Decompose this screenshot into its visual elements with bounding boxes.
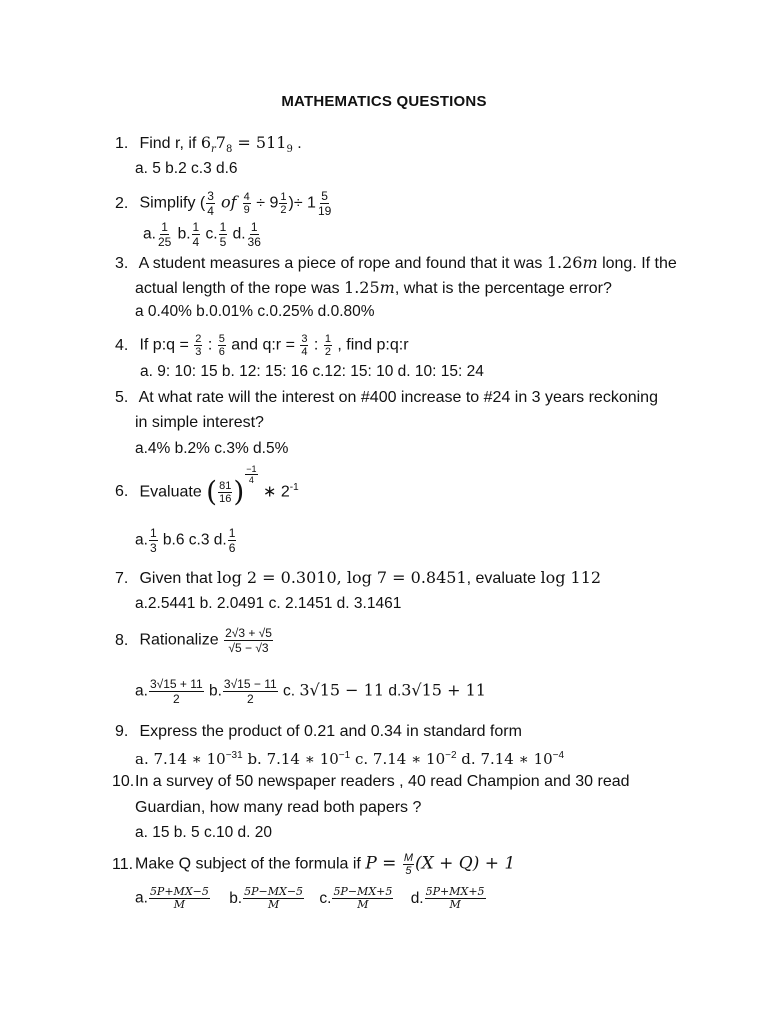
- denominator: 4: [192, 235, 200, 249]
- fraction: [228, 526, 237, 555]
- option-label: b.: [229, 889, 243, 907]
- question-5-options: a.4% b.2% c.3% d.5%: [135, 440, 289, 457]
- option-label: d.: [410, 889, 424, 907]
- question-text: Find r, if: [139, 135, 201, 152]
- fraction: [279, 191, 287, 216]
- question-number: 5.: [115, 389, 129, 406]
- numerator: 1: [280, 191, 287, 203]
- math: log 2 = 0.3010, log 7 = 0.8451: [216, 568, 467, 587]
- question-text: Express the product of 0.21 and 0.34 in standard form: [139, 723, 522, 740]
- exponent: [244, 464, 258, 485]
- question-7: [115, 568, 601, 589]
- question-text: actual length of the rope was: [135, 280, 345, 297]
- denominator: 19: [317, 204, 332, 218]
- math: )÷ 1: [288, 194, 316, 212]
- question-text: Rationalize: [139, 631, 224, 649]
- question-5: [115, 388, 658, 408]
- option-label: a.: [135, 889, 148, 907]
- fraction: [403, 852, 414, 877]
- denominator: M: [267, 898, 280, 911]
- question-4-options: a. 9: 10: 15 b. 12: 15: 16 c.12: 15: 10 d. 10: 15: 24: [140, 363, 484, 380]
- question-11-options: [135, 886, 487, 911]
- numerator: 5P−MX−5: [244, 885, 304, 898]
- option-label: c.: [278, 682, 300, 700]
- question-text: , what is the percentage error?: [394, 280, 612, 297]
- option-label: c.: [319, 889, 332, 907]
- math: -1: [289, 482, 299, 493]
- math: −2: [445, 750, 457, 761]
- denominator: 5: [405, 865, 412, 877]
- question-9-options: [135, 746, 564, 770]
- math: :: [309, 336, 323, 354]
- math: :: [203, 336, 217, 354]
- math: .: [292, 135, 302, 152]
- question-text: Simplify (: [139, 194, 206, 212]
- fraction: [218, 333, 226, 358]
- question-2-options: [143, 220, 263, 249]
- fraction: [425, 886, 486, 911]
- denominator: 2: [246, 692, 254, 706]
- question-text: , evaluate: [466, 570, 541, 587]
- option-label: d.: [228, 225, 246, 243]
- denominator: 4: [301, 346, 308, 358]
- math: 6: [200, 133, 211, 152]
- numerator: 4: [243, 191, 250, 203]
- question-1: [115, 133, 302, 160]
- question-number: 6.: [115, 483, 129, 501]
- question-2: [115, 189, 333, 218]
- option-label: b.6 c.3 d.: [158, 531, 227, 549]
- numerator: 3√15 − 11: [223, 677, 277, 691]
- numerator: 5P+MX−5: [149, 885, 209, 898]
- denominator: 9: [243, 204, 250, 216]
- denominator: M: [357, 898, 369, 911]
- question-number: 3.: [115, 255, 129, 272]
- numerator: 3√15 + 11: [149, 677, 203, 691]
- numerator: 3: [207, 189, 214, 203]
- fraction: [149, 886, 210, 911]
- denominator: 2: [172, 692, 180, 706]
- numerator: 1: [161, 220, 168, 234]
- question-text: Evaluate: [139, 483, 207, 501]
- math: b. 7.14 ∗ 10: [242, 750, 339, 768]
- question-text: A student measures a piece of rope and found that it was: [138, 255, 547, 272]
- fraction: [149, 526, 158, 555]
- fraction: [243, 191, 251, 216]
- math: m: [379, 278, 395, 297]
- denominator: 3: [149, 541, 157, 555]
- option-label: c.: [201, 225, 218, 243]
- question-number: 1.: [115, 135, 129, 152]
- fraction: [149, 677, 204, 706]
- numerator: M: [403, 852, 413, 864]
- fraction: [317, 189, 332, 218]
- option-label: a.: [135, 682, 148, 700]
- fraction: [224, 626, 273, 655]
- numerator: 1: [149, 526, 157, 540]
- fraction: [219, 220, 228, 249]
- question-7-options: a.2.5441 b. 2.0491 c. 2.1451 d. 3.1461: [135, 595, 402, 612]
- question-text: and q:r =: [226, 336, 300, 354]
- math: of: [215, 192, 242, 212]
- question-6-options: [135, 526, 237, 555]
- question-number: 7.: [115, 570, 129, 587]
- math: (X + Q) + 1: [415, 853, 516, 874]
- fraction: [245, 464, 257, 485]
- math: 3√15 − 11: [299, 680, 385, 700]
- question-number: 11.: [112, 855, 134, 873]
- numerator: 5: [321, 189, 328, 203]
- question-10-options: a. 15 b. 5 c.10 d. 20: [135, 824, 273, 841]
- math: d. 7.14 ∗ 10: [456, 750, 553, 768]
- question-8: [115, 626, 274, 655]
- question-text: If p:q =: [139, 336, 194, 354]
- denominator: 6: [228, 541, 236, 555]
- question-text: , find p:q:r: [332, 336, 409, 354]
- question-9: [115, 722, 522, 742]
- math: = 511: [232, 133, 287, 152]
- fraction: [300, 333, 308, 358]
- denominator: 5: [219, 235, 227, 249]
- question-number: 4.: [115, 336, 129, 354]
- denominator: 25: [157, 235, 172, 249]
- question-5-line-2: in simple interest?: [135, 414, 264, 431]
- question-3-line-2: [135, 278, 612, 299]
- question-6: [115, 463, 299, 509]
- option-label: b.: [204, 682, 222, 700]
- denominator: 2: [280, 204, 287, 216]
- question-10: [112, 772, 630, 792]
- denominator: 16: [219, 492, 232, 505]
- math: 9: [286, 144, 293, 156]
- math: P =: [365, 853, 402, 874]
- numerator: 1: [324, 333, 331, 345]
- denominator: 36: [247, 235, 261, 249]
- numerator: 5P+MX+5: [425, 885, 485, 898]
- question-text: long. If the: [597, 255, 677, 272]
- numerator: 3: [301, 333, 308, 345]
- numerator: 5: [218, 333, 225, 345]
- numerator: 1: [228, 526, 236, 540]
- question-3-options: a 0.40% b.0.01% c.0.25% d.0.80%: [135, 303, 375, 320]
- question-text: Given that: [139, 570, 217, 587]
- math: −31: [225, 750, 243, 761]
- math: 8: [225, 144, 233, 156]
- math: −4: [552, 750, 565, 761]
- denominator: 3: [195, 346, 202, 358]
- fraction: [218, 480, 232, 505]
- fraction: [206, 189, 215, 218]
- numerator: 1: [250, 220, 258, 234]
- question-3: [115, 253, 677, 274]
- fraction: [324, 333, 332, 358]
- math: a. 7.14 ∗ 10: [135, 750, 226, 768]
- question-number: 2.: [115, 194, 129, 212]
- denominator: √5 − √3: [228, 641, 269, 655]
- math: 3√15 + 11: [401, 680, 486, 700]
- math: (: [206, 475, 218, 509]
- option-label: a.: [135, 531, 148, 549]
- numerator: 2: [195, 333, 202, 345]
- fraction: [194, 333, 202, 358]
- numerator: 81: [219, 479, 232, 492]
- math: 7: [215, 133, 226, 152]
- option-label: d.: [384, 682, 402, 700]
- question-number: 10.: [112, 773, 135, 790]
- numerator: −1: [246, 463, 257, 474]
- math: ÷ 9: [251, 194, 279, 212]
- question-10-line-2: Guardian, how many read both papers ?: [135, 799, 422, 816]
- fraction: [192, 220, 201, 249]
- question-8-options: [135, 677, 486, 706]
- numerator: 5P−MX+5: [333, 885, 393, 898]
- question-text: Make Q subject of the formula if: [135, 855, 366, 873]
- math: log 112: [540, 568, 602, 587]
- math: 1.25: [344, 278, 380, 297]
- math: −1: [338, 750, 351, 761]
- question-text: At what rate will the interest on #400 increase to #24 in 3 years reckoning: [138, 389, 658, 406]
- fraction: [243, 886, 304, 911]
- denominator: M: [449, 898, 461, 911]
- math: m: [582, 253, 598, 272]
- numerator: 1: [192, 220, 200, 234]
- math: r: [211, 144, 216, 156]
- denominator: M: [173, 898, 186, 911]
- numerator: 1: [219, 220, 227, 234]
- question-4: [115, 333, 409, 358]
- option-label: b.: [173, 225, 191, 243]
- math: 1.26: [546, 253, 583, 272]
- denominator: 6: [218, 346, 225, 358]
- denominator: 4: [207, 204, 214, 218]
- numerator: 2√3 + √5: [225, 626, 272, 640]
- denominator: 2: [324, 346, 331, 358]
- question-text: In a survey of 50 newspaper readers , 40 read Champion and 30 read: [135, 773, 630, 790]
- fraction: [247, 220, 262, 249]
- fraction: [223, 677, 278, 706]
- fraction: [332, 886, 393, 911]
- question-number: 9.: [115, 723, 129, 740]
- page-title: MATHEMATICS QUESTIONS: [281, 93, 487, 110]
- math: ∗ 2: [258, 483, 290, 501]
- math: c. 7.14 ∗ 10: [350, 750, 446, 768]
- question-1-options: a. 5 b.2 c.3 d.6: [135, 160, 238, 177]
- question-number: 8.: [115, 631, 129, 649]
- math: ): [233, 475, 245, 509]
- option-label: a.: [143, 225, 156, 243]
- fraction: [157, 220, 172, 249]
- denominator: 4: [248, 474, 254, 485]
- question-11: [112, 852, 515, 877]
